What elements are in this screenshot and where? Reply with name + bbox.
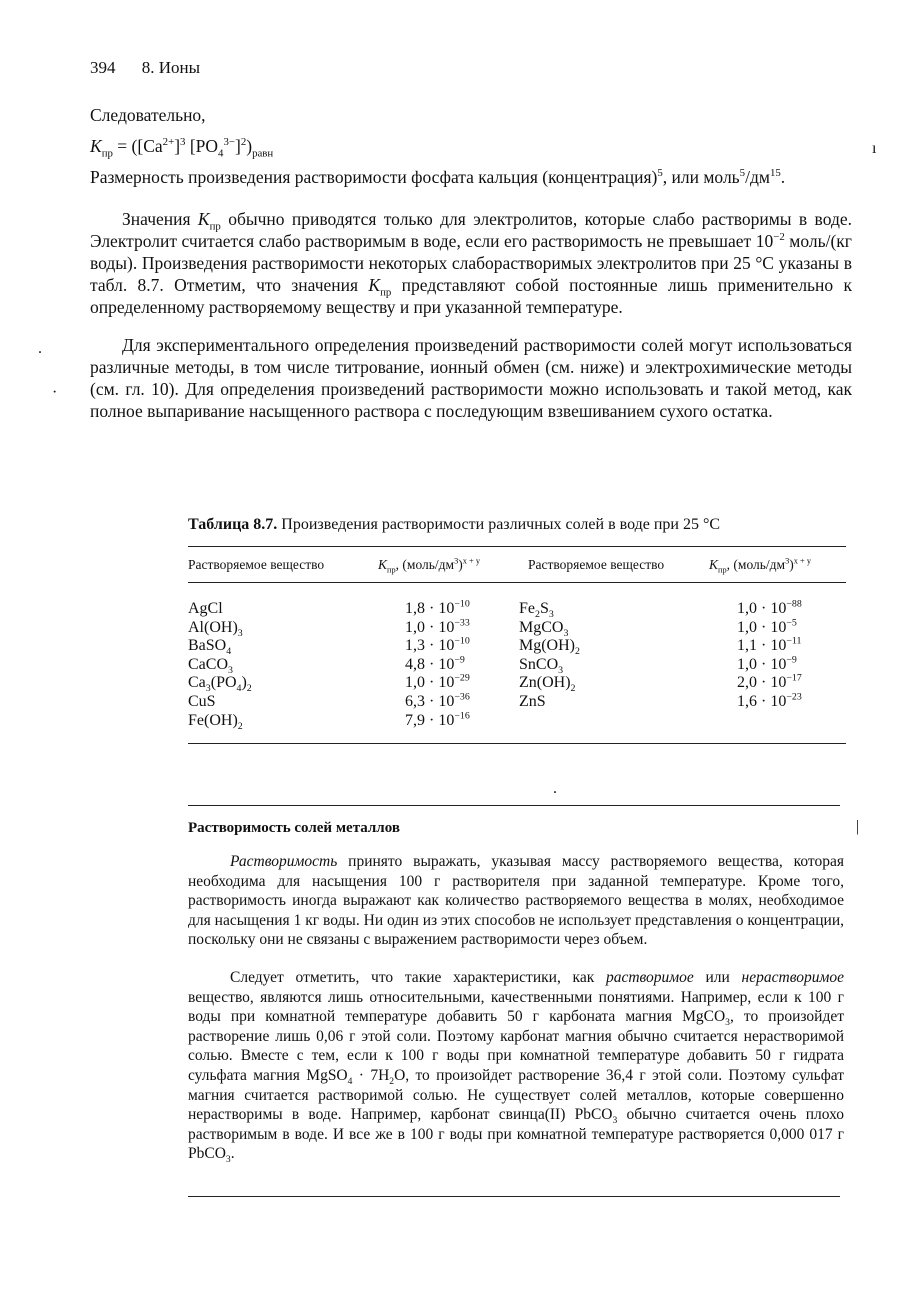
ksp-value: $1,6 \cdot 10^{-23}$: [737, 691, 802, 710]
header-substance-right: Растворяемое вещество: [528, 557, 665, 572]
ksp-value: $1,0 \cdot 10^{-5}$: [737, 617, 797, 636]
ksp-value: $1,0 \cdot 10^{-9}$: [737, 654, 797, 673]
margin-dot-mark: .: [38, 340, 42, 357]
solubility-examples-paragraph: Следует отметить, что такие характеристики, как растворимое или нерастворимое вещество, являются лишь относительными, качественными понятиями. Например, если к 100 г воды при комнатной температуре добавить 50 г карбоната магния MgCO$_3$, то произойдет растворение лишь 0,06 г этой соли. Поэтому карбонат магния обычно считается нерастворимой солью. Вместе с тем, если к 100 г воды при комнатной температуре добавить 50 г гидрата сульфата магния MgSO$_4$ · $7H_2O$, то произойдет растворение 36,4 г этой соли. Поэтому сульфат магния считается растворимой солью. Не существует солей металлов, которые совершенно нерастворимы в воде. Например, карбонат свинца(II) PbCO$_3$ обычно считается очень плохо растворимым в воде. И все же в 100 г воды при комнатной температуре растворяется 0,000 017 г PbCO$_3$.: [188, 969, 845, 1166]
ksp-formula: $K_{пр} = ([Ca^{2+}]^3$ $[PO_4^{3-}]^2)_{равн}$: [90, 136, 274, 160]
solubility-definition-paragraph: Растворимость принято выражать, указывая массу растворяемого вещества, которая необходима для насыщения 100 г растворителя при заданной температуре. Кроме того, растворимость иногда выражают как количество растворяемого вещества в молях, необходимое для насыщения 1 кг воды. Ни один из этих способов не использует представления о концентрации, поскольку они не связаны с выражением растворимости через объем.: [188, 853, 844, 949]
ksp-value: $7,9 \cdot 10^{-16}$: [405, 710, 470, 729]
ksp-value: $1,0 \cdot 10^{-33}$: [405, 617, 470, 636]
left-substances: [188, 600, 252, 730]
dimension-paragraph: Размерность произведения растворимости фосфата кальция (концентрация)$^5$, или $моль^5/дм^{15}$.: [90, 167, 786, 187]
table-bottom-rule: [188, 743, 846, 744]
ksp-values-paragraph: Значения $K_{пр}$ обычно приводятся только для электролитов, которые слабо растворимы в воде. Электролит считается слабо растворимым в воде, если его растворимость не превышает $10^{-2}$ моль/(кг воды). Произведения растворимости некоторых слаборастворимых электролитов при 25 °С указаны в табл. 8.7. Отметим, что значения $K_{пр}$ представляют собой постоянные лишь применительно к определенному растворяемому веществу и при указанной температуре.: [90, 209, 852, 317]
page-number: 394: [90, 58, 116, 77]
ksp-value: $1,0 \cdot 10^{-88}$: [737, 598, 802, 617]
table-header-rule: [188, 582, 846, 583]
substance-formula: $Mg(OH)_2$: [519, 637, 580, 658]
header-ksp-left: $K_{пр}$, $(моль/дм^3)^{x + y}$: [378, 556, 481, 575]
section-bottom-rule: [188, 1196, 840, 1197]
substance-formula: $Fe(OH)_2$: [188, 711, 243, 732]
margin-bar-mark-2: |: [856, 818, 860, 835]
substance-formula: CuS: [188, 692, 216, 710]
ksp-value: $1,0 \cdot 10^{-29}$: [405, 673, 470, 692]
substance-formula: BaSO$_4$: [188, 637, 232, 658]
ksp-value: $6,3 \cdot 10^{-36}$: [405, 691, 470, 710]
methods-paragraph: Для экспериментального определения произведений растворимости солей могут использоваться различные методы, в том числе титрование, ионный обмен (см. ниже) и электрохимические методы (см. гл. 10). Для определения произведений растворимости можно использовать и такой метод, как полное выпаривание насыщенного раствора с последующим взвешиванием сухого остатка.: [90, 335, 852, 421]
substance-formula: $Ca_3(PO_4)_2$: [188, 674, 252, 695]
chapter-title: 8. Ионы: [141, 58, 201, 77]
margin-bar-mark: ı: [872, 140, 877, 157]
running-head: [90, 58, 200, 78]
substance-formula: AgCl: [188, 600, 223, 617]
substance-formula: SnCO$_3$: [519, 655, 564, 676]
header-ksp-right: $K_{пр}$, $(моль/дм^3)^{x + y}$: [709, 556, 812, 575]
substance-formula: CaCO$_3$: [188, 655, 233, 676]
substance-formula: $Zn(OH)_2$: [519, 674, 576, 695]
margin-dot-mark-2: ·: [52, 384, 58, 401]
section-title: Растворимость солей металлов: [188, 820, 400, 836]
substance-formula: MgCO$_3$: [519, 618, 569, 639]
stray-dot-mark: .: [553, 780, 557, 797]
substance-formula: $Fe_2S_3$: [519, 600, 554, 621]
left-ksp-values: [405, 600, 470, 730]
table-caption: Таблица 8.7. Произведения растворимости различных солей в воде при 25 °С: [188, 516, 721, 533]
right-ksp-values: [737, 600, 802, 712]
ksp-value: $2,0 \cdot 10^{-17}$: [737, 673, 802, 692]
substance-formula: ZnS: [519, 692, 546, 710]
table-top-rule: [188, 546, 846, 547]
section-top-rule: [188, 805, 840, 806]
therefore-line: Следовательно,: [90, 105, 206, 125]
substance-formula: $Al(OH)_3$: [188, 618, 243, 639]
right-substances: [519, 600, 580, 712]
ksp-value: $1,8 \cdot 10^{-10}$: [405, 598, 470, 617]
header-substance-left: Растворяемое вещество: [188, 557, 325, 572]
ksp-value: $1,3 \cdot 10^{-10}$: [405, 635, 470, 655]
ksp-value: $4,8 \cdot 10^{-9}$: [405, 654, 465, 673]
ksp-value: $1,1 \cdot 10^{-11}$: [737, 635, 802, 655]
